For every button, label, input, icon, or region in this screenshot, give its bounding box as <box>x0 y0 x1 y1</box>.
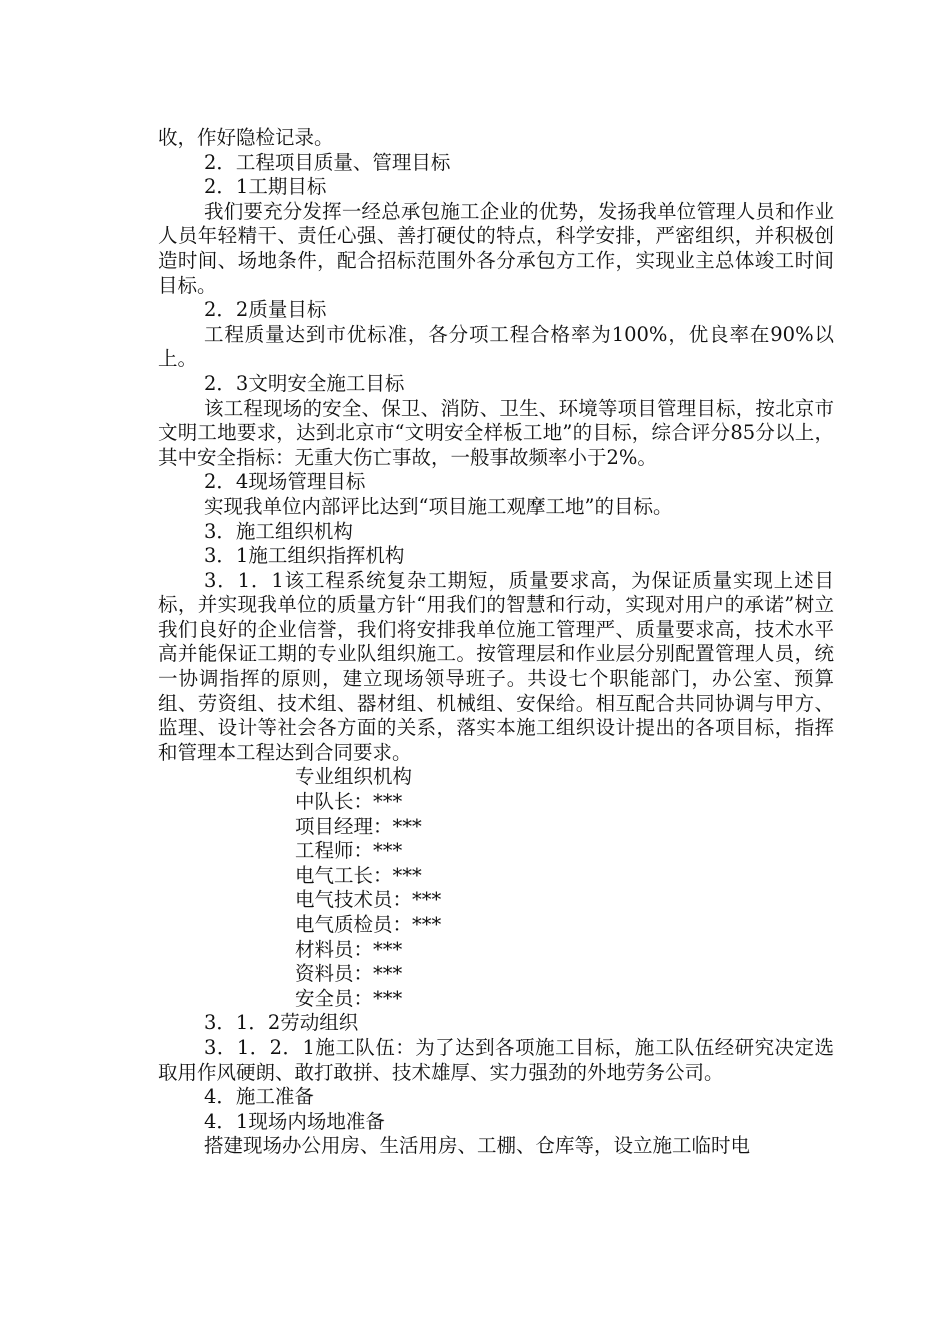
section-3-1-2-heading: 3．1．2劳动组织 <box>204 1011 359 1035</box>
section-4-1-body: 搭建现场办公用房、生活用房、工棚、仓库等，设立施工临时电 <box>204 1134 751 1158</box>
document-page <box>158 126 834 1159</box>
continued-paragraph: 收，作好隐检记录。 <box>158 126 334 149</box>
roster-line: 安全员：*** <box>295 986 403 1010</box>
section-3-1-heading: 3．1施工组织指挥机构 <box>204 544 405 568</box>
roster-line: 材料员：*** <box>295 937 403 961</box>
section-2-2-body: 工程质量达到市优标准，各分项工程合格率为100%，优良率在90%以上。 <box>158 322 834 371</box>
section-3-1-2-1-body: 3．1．2．1施工队伍：为了达到各项施工目标，施工队伍经研究决定选取用作风硬朗、敢打敢拼、技术雄厚、实力强劲的外地劳务公司。 <box>158 1035 834 1084</box>
roster-line: 专业组织机构 <box>295 765 413 789</box>
section-4-heading: 4．施工准备 <box>204 1085 314 1109</box>
roster-line: 资料员：*** <box>295 962 403 986</box>
roster-line: 电气质检员：*** <box>295 913 442 936</box>
section-2-1-heading: 2．1工期目标 <box>204 175 327 199</box>
section-2-2-heading: 2．2质量目标 <box>204 298 327 322</box>
section-3-1-1-body: 3．1．1该工程系统复杂工期短，质量要求高，为保证质量实现上述目标，并实现我单位的质量方针“用我们的智慧和行动，实现对用户的承诺”树立我们良好的企业信誉，我们将安排我单位施工管理严、质量要求高，技术水平高并能保证工期的专业队组织施工。按管理层和作业层分别配置管理人员，统一协调指挥的原则，建立现场领导班子。共设七个职能部门，办公室、预算组、劳资组、技术组、器材组、机械组、安保给。相互配合共同协调与甲方、监理、设计等社会各方面的关系，落实本施工组织设计提出的各项目标，指挥和管理本工程达到合同要求。 <box>158 568 834 764</box>
roster-line: 中队长：*** <box>295 790 403 814</box>
section-2-3-body: 该工程现场的安全、保卫、消防、卫生、环境等项目管理目标，按北京市文明工地要求，达到北京市“文明安全样板工地”的目标，综合评分85分以上，其中安全指标：无重大伤亡事故，一般事故频率小于2%。 <box>158 396 834 469</box>
section-2-3-heading: 2．3文明安全施工目标 <box>204 371 405 395</box>
section-2-1-body: 我们要充分发挥一经总承包施工企业的优势，发扬我单位管理人员和作业人员年轻精干、责任心强、善打硬仗的特点，科学安排，严密组织，并积极创造时间、场地条件，配合招标范围外各分承包方工作，实现业主总体竣工时间目标。 <box>158 199 834 297</box>
roster-line: 电气技术员：*** <box>295 888 442 912</box>
section-2-4-heading: 2．4现场管理目标 <box>204 470 366 494</box>
organization-roster <box>158 765 834 1011</box>
section-4-1-heading: 4．1现场内场地准备 <box>204 1109 385 1133</box>
roster-line: 项目经理：*** <box>295 814 422 838</box>
section-2-heading: 2．工程项目质量、管理目标 <box>204 150 451 174</box>
roster-line: 工程师：*** <box>295 839 403 863</box>
roster-line: 电气工长：*** <box>295 863 422 887</box>
section-2-4-body: 实现我单位内部评比达到“项目施工观摩工地”的目标。 <box>204 494 673 518</box>
section-3-heading: 3．施工组织机构 <box>204 519 353 543</box>
